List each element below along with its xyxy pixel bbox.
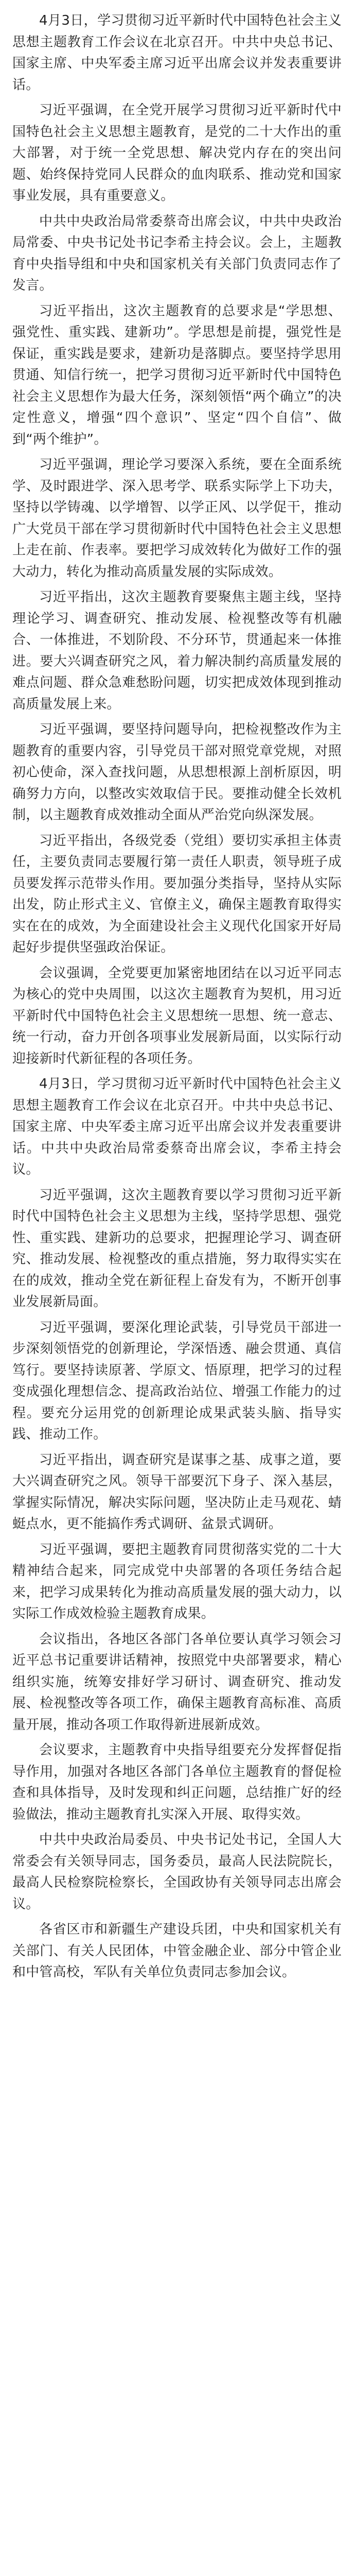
- article-paragraph-12: 习近平强调，要深化理论武装，引导党员干部进一步深刻领悟党的创新理论，学深悟透、融会贯通、真信笃行。要坚持读原著、学原文、悟原理，把学习的过程变成强化理想信念、提高政治站位、增强工作能力的过程。要充分运用党的创新理论成果武装头脑、指导实践、推动工作。: [12, 1319, 342, 1442]
- article-paragraph-11: 习近平强调，这次主题教育要以学习贯彻习近平新时代中国特色社会主义思想为主线，坚持学思想、强党性、重实践、建新功的总要求，把握理论学习、调查研究、推动发展、检视整改的重点措施，努力取得实实在在的成效，推动全党在新征程上奋发有为，不断开创事业发展新局面。: [12, 1187, 342, 1310]
- article-paragraph-10: 4月3日，学习贯彻习近平新时代中国特色社会主义思想主题教育工作会议在北京召开。中共中央总书记、国家主席、中央军委主席习近平出席会议并发表重要讲话。中共中央政治局常委蔡奇出席会议，李希主持会议。: [12, 1076, 342, 1177]
- article-paragraph-8: 习近平指出，各级党委（党组）要切实承担主体责任，主要负责同志要履行第一责任人职责，领导班子成员要发挥示范带头作用。要加强分类指导，坚持从实际出发，防止形式主义、官僚主义，确保主题教育取得实实在在的成效，为全面建设社会主义现代化国家开好局起好步提供坚强政治保证。: [12, 833, 342, 955]
- article-paragraph-1: 4月3日，学习贯彻习近平新时代中国特色社会主义思想主题教育工作会议在北京召开。中共中央总书记、国家主席、中央军委主席习近平出席会议并发表重要讲话。: [12, 13, 342, 93]
- article-paragraph-13: 习近平指出，调查研究是谋事之基、成事之道，要大兴调查研究之风。领导干部要沉下身子、深入基层，掌握实际情况，解决实际问题，坚决防止走马观花、蜻蜓点水，更不能搞作秀式调研、盆景式调研。: [12, 1452, 342, 1532]
- article-paragraph-4: 习近平指出，这次主题教育的总要求是“学思想、强党性、重实践、建新功”。学思想是前提，强党性是保证，重实践是要求，建新功是落脚点。要坚持学思用贯通、知信行统一，把学习贯彻习近平新时代中国特色社会主义思想作为最大任务，深刻领悟“两个确立”的决定性意义，增强“四个意识”、坚定“四个自信”、做到“两个维护”。: [12, 303, 342, 447]
- article-paragraph-5: 习近平强调，理论学习要深入系统，要在全面系统学、及时跟进学、深入思考学、联系实际学上下功夫，坚持以学铸魂、以学增智、以学正风、以学促干，推动广大党员干部在学习贯彻新时代中国特色社会主义思想上走在前、作表率。要把学习成效转化为做好工作的强大动力，转化为推动高质量发展的实际成效。: [12, 457, 342, 580]
- article-paragraph-17: 中共中央政治局委员、中央书记处书记，全国人大常委会有关领导同志，国务委员，最高人民法院院长，最高人民检察院检察长，全国政协有关领导同志出席会议。: [12, 1832, 342, 1912]
- article-paragraph-6: 习近平指出，这次主题教育要聚焦主题主线，坚持理论学习、调查研究、推动发展、检视整改等有机融合、一体推进，不划阶段、不分环节，贯通起来一体推进。要大兴调查研究之风，着力解决制约高质量发展的难点问题、群众急难愁盼问题，切实把成效体现到推动高质量发展上来。: [12, 589, 342, 712]
- article-paragraph-14: 习近平强调，要把主题教育同贯彻落实党的二十大精神结合起来，同完成党中央部署的各项任务结合起来，把学习成果转化为推动高质量发展的强大动力，以实际工作成效检验主题教育成果。: [12, 1541, 342, 1621]
- article-paragraph-9: 会议强调，全党要更加紧密地团结在以习近平同志为核心的党中央周围，以这次主题教育为契机，用习近平新时代中国特色社会主义思想统一思想、统一意志、统一行动，奋力开创各项事业发展新局面，以实际行动迎接新时代新征程的各项任务。: [12, 965, 342, 1066]
- article-paragraph-2: 习近平强调，在全党开展学习贯彻习近平新时代中国特色社会主义思想主题教育，是党的二十大作出的重大部署，对于统一全党思想、解决党内存在的突出问题、始终保持党同人民群众的血肉联系、推动党和国家事业发展，具有重要意义。: [12, 103, 342, 204]
- article-paragraph-15: 会议指出，各地区各部门各单位要认真学习领会习近平总书记重要讲话精神，按照党中央部署要求，精心组织实施，统筹安排好学习研讨、调查研究、推动发展、检视整改等各项工作，确保主题教育高标准、高质量开展，推动各项工作取得新进展新成效。: [12, 1631, 342, 1733]
- article-paragraph-18: 各省区市和新疆生产建设兵团，中央和国家机关有关部门、有关人民团体，中管金融企业、部分中管企业和中管高校，军队有关单位负责同志参加会议。: [12, 1922, 342, 1980]
- article-paragraph-7: 习近平强调，要坚持问题导向，把检视整改作为主题教育的重要内容，引导党员干部对照党章党规，对照初心使命，深入查找问题，从思想根源上剖析原因，明确努力方向，以整改实效取信于民。要推动健全长效机制，以主题教育成效推动全面从严治党向纵深发展。: [12, 722, 342, 823]
- article-paragraph-3: 中共中央政治局常委蔡奇出席会议，中共中央政治局常委、中央书记处书记李希主持会议。会上，主题教育中央指导组和中央和国家机关有关部门负责同志作了发言。: [12, 213, 342, 293]
- article-paragraph-16: 会议要求，主题教育中央指导组要充分发挥督促指导作用，加强对各地区各部门各单位主题教育的督促检查和具体指导，及时发现和纠正问题，总结推广好的经验做法，推动主题教育扎实深入开展、取得实效。: [12, 1742, 342, 1822]
